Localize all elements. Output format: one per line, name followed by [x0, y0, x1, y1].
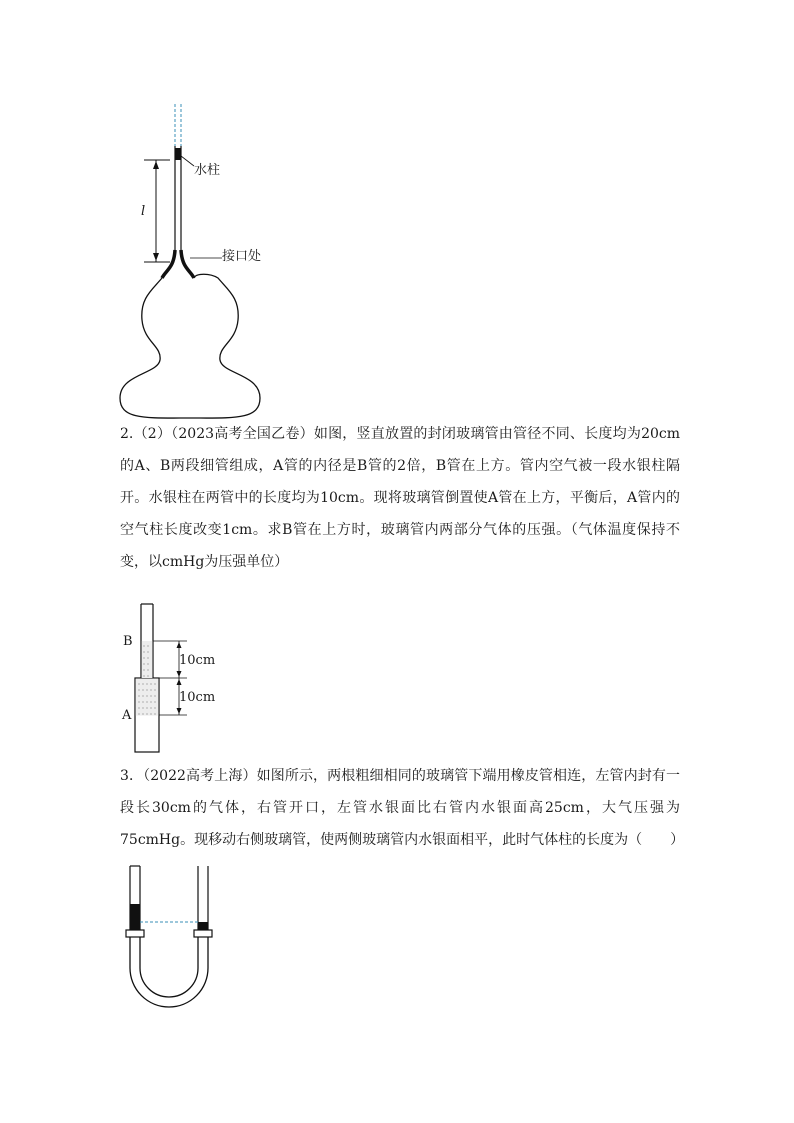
label-a: A — [122, 708, 132, 723]
joint-label: 接口处 — [222, 249, 262, 264]
gourd-body — [120, 274, 260, 418]
dim-lower-label: 10cm — [179, 690, 216, 705]
question-2 — [120, 418, 680, 578]
u-tube-figure — [120, 860, 230, 1020]
question-2-text: 2.（2）（2023高考全国乙卷）如图，竖直放置的封闭玻璃管由管径不同、长度均为20cm的A、B两段细管组成，A管的内径是B管的2倍，B管在上方。管内空气被一段水银柱隔开。水银柱在两管中的长度均为10cm。现将玻璃管倒置使A管在上方，平衡后，A管内的空气柱长度改变1cm。求B管在上方时，玻璃管内两部分气体的压强。（气体温度保持不变，以cmHg为压强单位） — [120, 426, 680, 570]
mercury-in-b — [142, 641, 153, 678]
water-column-label: 水柱 — [194, 163, 221, 178]
right-mercury — [198, 922, 208, 930]
water-column — [175, 148, 181, 160]
label-b: B — [123, 634, 133, 649]
ab-tube-figure — [115, 598, 225, 758]
dim-upper-label: 10cm — [179, 653, 216, 668]
length-label: l — [141, 204, 146, 219]
left-mercury — [130, 904, 140, 930]
question-3 — [120, 760, 685, 856]
gourd-flask-figure — [110, 98, 270, 420]
question-3-text: 3．（2022高考上海）如图所示，两根粗细相同的玻璃管下端用橡皮管相连，左管内封有一段长30cm的气体，右管开口，左管水银面比右管内水银面高25cm，大气压强为75cmHg。现移动右侧玻璃管，使两侧玻璃管内水银面相平，此时气体柱的长度为（ ） — [120, 768, 685, 848]
